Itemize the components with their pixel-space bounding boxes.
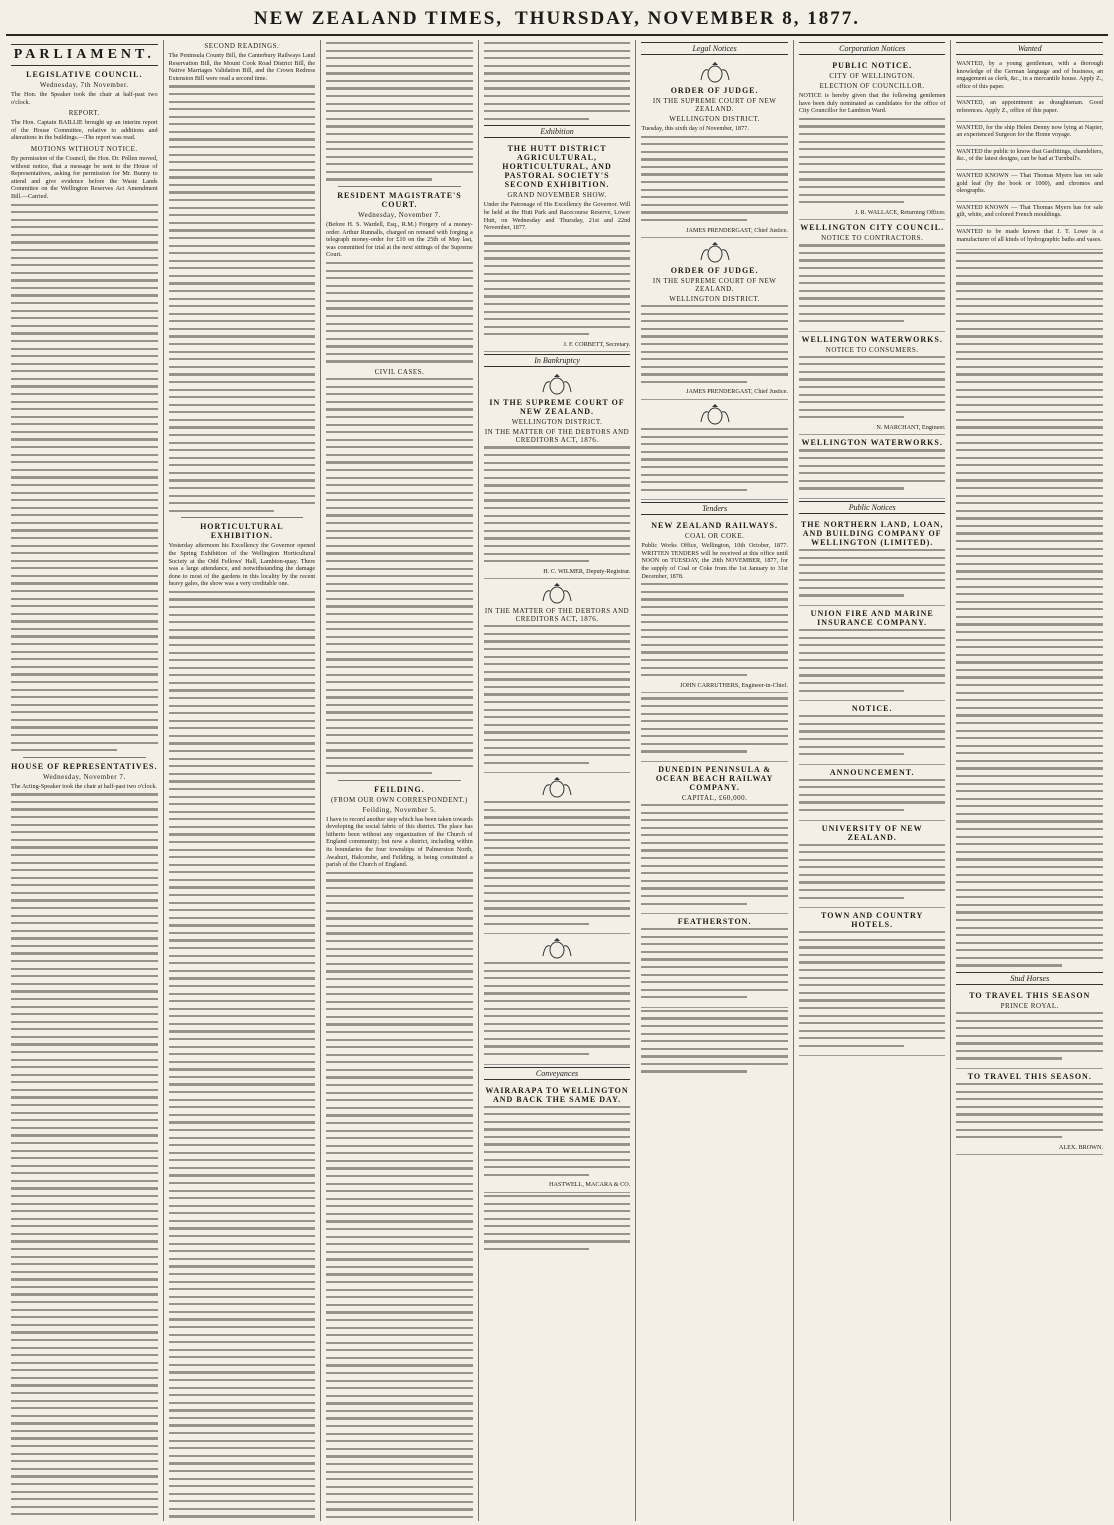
exhibition-section-header: Exhibition [484,125,631,138]
notice-to-contractors: NOTICE TO CONTRACTORS. [821,234,924,243]
prince-royal-ad [956,988,1103,1069]
resident-text: (Before H. S. Wardell, Esq., R.M.) Forgery of a money-order. Arthur Runnalls, charged on remand with forging a telegraph money-order for £10 on the 25th of May last, was committed for trial at the next sittings of the Supreme Court. [326,220,473,259]
column-6 [794,40,952,1521]
bankruptcy-notice-2 [484,579,631,773]
bankruptcy-matter-1: IN THE MATTER OF THE DEBTORS AND CREDITORS ACT, 1876. [484,428,630,445]
tenders-header: Tenders [641,502,788,515]
wanted-ad-4 [956,146,1103,170]
hutt-exhibition-ad [484,141,631,352]
waterworks-title: WELLINGTON WATERWORKS. [801,334,943,344]
kaiwarra-tender [641,693,788,762]
judge-date-1: Tuesday, this sixth day of November, 1877. [641,125,749,132]
bankruptcy-matter-2: IN THE MATTER OF THE DEBTORS AND CREDITORS ACT, 1876. [484,607,630,624]
house-of-representatives-heading: HOUSE OF REPRESENTATIVES. [11,761,158,771]
university-ad [799,821,946,909]
wanted-ad-6 [956,202,1103,226]
wanted-header: Wanted [956,42,1103,55]
house-opening: The Acting-Speaker took the chair at half-past two o'clock. [11,782,157,790]
royal-crest-icon [697,242,733,264]
second-readings-heading: SECOND READINGS. [204,42,280,50]
stud-horses-header: Stud Horses [956,972,1103,985]
wanted-ad-text: WANTED, an appointment as draughtsman. Good references. Apply Z., office of this paper. [956,99,1104,114]
column-4-body-top [484,42,631,120]
waterworks-ad-2 [799,435,946,498]
wanted-ad-3 [956,122,1103,146]
wanted-ad-text: WANTED, by a young gentleman, with a thorough knowledge of the German language and of business, an engagement as clerk, &c., in a mercantile house. Apply Z., office of this paper. [956,60,1104,90]
coal-text: Public Works Office, Wellington, 10th October, 1877. WRITTEN TENDERS will be received at this office until NOON on TUESDAY, the 20th NOVEMBER, 1877, for the supply of Coal or Coke from the 1st January to 31st December, 1878. [641,542,788,580]
resident-date: Wednesday, November 7. [358,210,441,219]
dunedin-railway-ad [641,762,788,914]
wanted-ad-text: WANTED to be made known that J. T. Lowe is a manufacturer of all kinds of hydrographic baths and vases. [956,227,1104,243]
column-2-body-upper [169,85,316,512]
order-of-judge-title-1: ORDER OF JUDGE. [670,86,759,95]
election-text: NOTICE is hereby given that the following gentlemen have been duly nominated as candidates for the office of City Councillor for Lambton Ward. [798,92,946,115]
notice-title: NOTICE. [851,704,893,714]
coal-title: COAL OR COKE. [684,532,745,541]
dunedin-capital: CAPITAL, £60,000. [681,793,748,802]
column-5 [636,40,794,1521]
wanted-ad-text: WANTED KNOWN — That Thomas Myers has on sale gold leaf (by the book or 1000), and chromos and oleographs. [956,171,1104,195]
masthead-paper-name: NEW ZEALAND TIMES, [253,8,504,29]
estate-notice [641,400,788,500]
wanted-ad-7 [956,226,1103,250]
city-council-title: WELLINGTON CITY COUNCIL. [800,223,945,233]
royal-crest-icon [697,404,733,426]
column-2 [164,40,322,1521]
notice-ad [799,701,946,764]
feilding-text: I have to record another step which has been taken towards developing the social fabric of this district. The place has hitherto been without any organization of the Church of England community; but now a district, including within its boundaries the four townships of Palmerston North, Awahuri, Halcombe, and Feilding, is being constituted a parish of the Church of England. [326,815,473,869]
wanted-ad-text: WANTED, for the ship Helen Denny now lying at Napier, an experienced Surgeon for the Home voyage. [956,123,1104,139]
council-opening: The Hon. the Speaker took the chair at half-past two o'clock. [11,91,158,106]
union-fire-title: UNION FIRE AND MARINE INSURANCE COMPANY. [810,608,934,627]
column-5-body-bottom [641,1010,788,1073]
hutt-exhibition-text: Under the Patronage of His Excellency the Governor. Will be held at the Hutt Park and Racecourse Reserve, Lower Hutt, on Wednesday and Thursday, 21st and 22nd November, 1877. [483,201,631,232]
motions-text: By permission of the Council, the Hon. Dr. Pollen moved, without notice, that a message be sent to the House of Representatives, asking for permission for Mr. Bunny to attend and give evidence before the Waste Lands Committee on the Wellington Reserves Act Amendment Bill.—Carried. [11,154,158,200]
bankruptcy-district-1: WELLINGTON DISTRICT. [511,418,603,427]
announcement-title: ANNOUNCEMENT. [829,767,915,777]
feilding-subheading: (FROM OUR OWN CORRESPONDENT.) [331,795,468,804]
judge-signature-2: JAMES PRENDERGAST, Chief Justice. [686,388,788,396]
railways-coal-tender [641,518,788,693]
coal-signature: JOHN CARRUTHERS, Engineer-in-Chief. [680,681,788,689]
stud-title-2: TO TRAVEL THIS SEASON. [967,1072,1092,1082]
conveyances-section-header: Conveyances [484,1067,631,1080]
report-heading: REPORT. [68,109,100,118]
second-readings-text: The Peninsula County Bill, the Canterbury Railways Land Reservation Bill, the Mount Cook Road District Bill, the Native Marriages Validation Bill, and the Crown Redress Extension Bill were read a second time. [168,52,316,82]
bankruptcy-notice-1 [484,370,631,579]
public-notices-header: Public Notices [799,501,946,514]
conveyance-signature: HASTWELL, MACARA & CO. [549,1181,631,1189]
election-notice [799,58,946,220]
royal-crest-icon [539,374,575,396]
legislative-council-heading: LEGISLATIVE COUNCIL. [26,70,143,79]
column-3 [321,40,479,1521]
column-1-body-lower [11,793,158,1521]
bankruptcy-notice-3 [484,773,631,934]
column-7 [951,40,1108,1521]
masthead [6,4,1108,36]
waterworks-ad [799,332,946,436]
hutt-exhibition-title: THE HUTT DISTRICT AGRICULTURAL, HORTICULTURAL, AND PASTORAL SOCIETY'S SECOND EXHIBITION. [502,144,612,190]
judge-district-2: WELLINGTON DISTRICT. [669,295,760,304]
column-3-body-top [326,42,473,181]
wairarapa-conveyance-title: WAIRARAPA TO WELLINGTON AND BACK THE SAME DAY. [485,1085,629,1104]
council-date: Wednesday, 7th November. [39,81,129,89]
railways-title: NEW ZEALAND RAILWAYS. [651,521,778,531]
column-4-body-bottom [484,1195,631,1250]
civil-cases-heading: CIVIL CASES. [374,368,425,377]
hutt-show-title: GRAND NOVEMBER SHOW. [507,191,607,200]
wanted-ad-5 [956,170,1103,202]
notice-to-consumers: NOTICE TO CONSUMERS. [825,345,919,354]
royal-crest-icon [539,777,575,799]
order-of-judge-1 [641,58,788,238]
wanted-ad-1 [956,58,1103,97]
report-text: The Hon. Captain BAILLIE brought up an interim report of the House Committee, relative to additions and alterations in the buildings.—The report was read. [11,119,158,142]
hutt-exhibition-signature: J. F. CORBETT, Secretary. [563,340,631,348]
land-loan-title: THE NORTHERN LAND, LOAN, AND BUILDING COMPANY OF WELLINGTON (LIMITED). [800,519,944,547]
union-fire-ad [799,606,946,701]
house-date: Wednesday, November 7. [42,772,126,781]
featherston-ad [641,914,788,1008]
judge-court-1: IN THE SUPREME COURT OF NEW ZEALAND. [652,97,777,113]
city-council-ad [799,220,946,331]
judge-court-2: IN THE SUPREME COURT OF NEW ZEALAND. [652,277,777,294]
parliament-title: PARLIAMENT. [11,44,158,66]
town-country-hotels-title: TOWN AND COUNTRY HOTELS. [821,911,924,930]
masthead-date: THURSDAY, NOVEMBER 8, 1877. [515,8,861,29]
land-loan-ad [799,517,946,606]
announcement-ad [799,765,946,821]
royal-crest-icon [697,62,733,84]
wanted-ads-more [956,252,1103,967]
wairarapa-conveyance-ad [484,1083,631,1193]
stud-signature: ALEX. BROWN. [1058,1143,1104,1151]
column-1 [6,40,164,1521]
legal-notices-header: Legal Notices [641,42,788,55]
column-2-body-lower [169,591,316,1521]
resident-magistrate-heading: RESIDENT MAGISTRATE'S COURT. [337,190,462,209]
feilding-heading: FEILDING. [374,784,425,794]
judge-signature-1: JAMES PRENDERGAST, Chief Justice. [686,226,788,234]
featherston-title: FEATHERSTON. [677,917,752,927]
bankruptcy-court-1: IN THE SUPREME COURT OF NEW ZEALAND. [489,398,625,417]
royal-crest-icon [539,938,575,960]
stud-title-1: TO TRAVEL THIS SEASON [969,991,1091,1001]
election-of-councillor: ELECTION OF COUNCILLOR. [819,82,925,90]
dunedin-title: DUNEDIN PENINSULA & OCEAN BEACH RAILWAY COMPANY. [655,764,774,792]
wanted-ad-text: WANTED KNOWN — That Thomas Myers has for sale gilt, white, and colored French mouldings. [956,203,1104,219]
wanted-ad-2 [956,97,1103,121]
order-of-judge-title-2: ORDER OF JUDGE. [670,266,759,276]
corporation-notices-header: Corporation Notices [799,42,946,55]
stud-horse-name: PRINCE ROYAL. [1000,1002,1059,1011]
waterworks-title-2: WELLINGTON WATERWORKS. [801,438,943,448]
waterworks-signature: N. MARCHANT, Engineer. [876,423,946,431]
royal-crest-icon [539,583,575,605]
town-country-hotels-ad [799,908,946,1056]
university-title: UNIVERSITY OF NEW ZEALAND. [821,823,923,842]
bankruptcy-notice-4 [484,934,631,1065]
wanted-ad-text: WANTED the public to know that Gasfittings, chandeliers, &c., of the latest designs, can be had at Turnbull's. [956,147,1104,163]
column-1-body-upper [11,204,158,752]
bankruptcy-section-header: In Bankruptcy [484,354,631,367]
feilding-date: Feilding, November 5. [362,805,437,814]
horticultural-text: Yesterday afternoon his Excellency the Governor opened the Spring Exhibition of the Wellington Horticultural Society at the Odd Fellows' Hall, Lambton-quay. There was a large attendance, and notwithstanding the damage done to most of the gardens in this locality by the recent heavy gales, the show was a very creditable one. [168,542,316,588]
bankruptcy-signature-1: H. C. WILMER, Deputy-Registrar. [543,567,631,575]
city-of-wellington: CITY OF WELLINGTON. [829,72,916,80]
motions-heading: MOTIONS WITHOUT NOTICE. [30,144,138,153]
column-3-body-mid [326,262,473,363]
lochiel-ad [956,1069,1103,1155]
horticultural-exhibition-heading: HORTICULTURAL EXHIBITION. [200,522,284,541]
election-signature: J. R. WALLACE, Returning Officer. [854,208,946,216]
column-4 [479,40,637,1521]
column-3-body-lower [326,872,473,1521]
order-of-judge-2 [641,238,788,400]
column-3-body-civil [326,378,473,774]
judge-district-1: WELLINGTON DISTRICT. [669,115,760,123]
public-notice-title: PUBLIC NOTICE. [832,61,913,70]
